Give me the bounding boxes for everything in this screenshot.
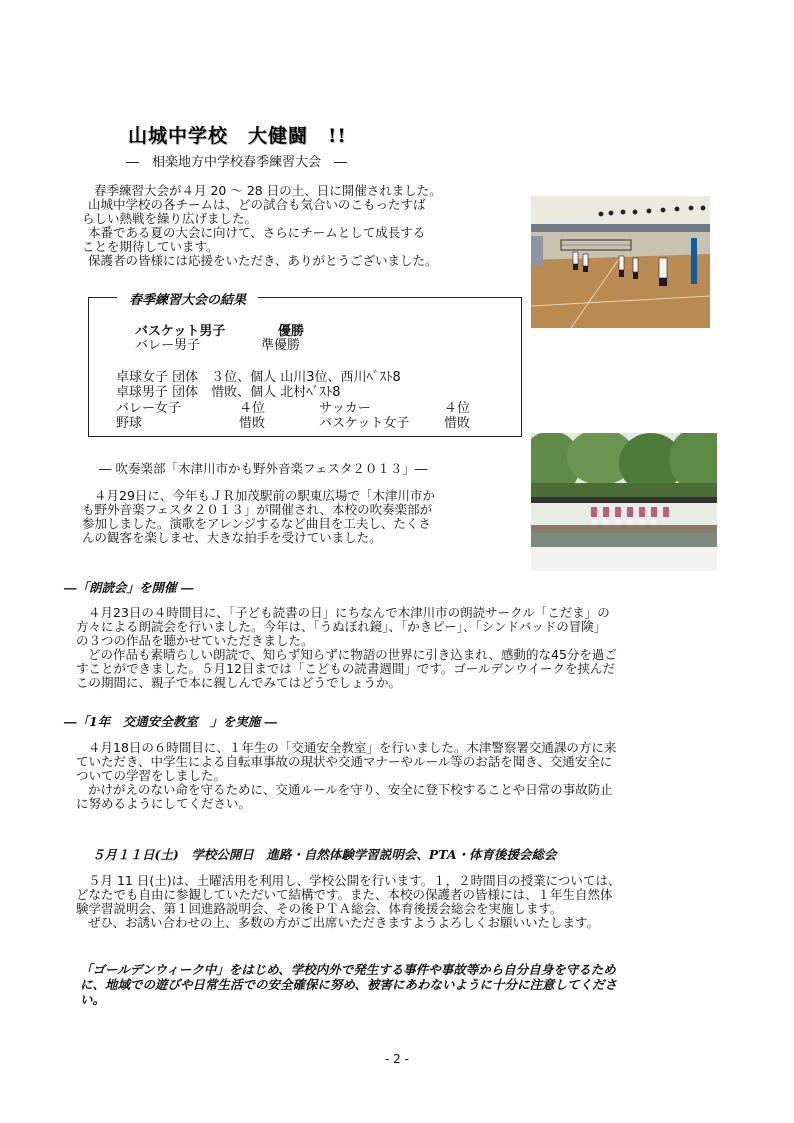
reading-line: どの作品も素晴らしい朗読で、知らず知らずに物語の世界に引き込まれ、感動的な45分を過ご bbox=[88, 647, 617, 662]
band-line: 参加しました。演歌をアレンジするなど曲目を工夫し、たくさ bbox=[82, 516, 431, 531]
result-line: 卓球男子 団体 惜敗、個人 北村ﾍﾞｽﾄ8 bbox=[116, 385, 341, 400]
result-cell: 惜敗 bbox=[239, 416, 266, 431]
band-line: んの観客を楽しませ、大きな拍手を受けていました。 bbox=[82, 530, 382, 545]
band-heading: ― 吹奏楽部「木津川市かも野外音楽フェスタ２０１３」― bbox=[99, 461, 428, 476]
result-basketball-boys-label: バスケット男子 bbox=[135, 324, 226, 339]
volleyball-photo-image bbox=[531, 196, 710, 328]
result-cell: 惜敗 bbox=[444, 416, 471, 431]
openday-line: ５月 11 日(土)は、土曜活用を利用し、学校公開を行います。１，２時間目の授業については、 bbox=[88, 873, 621, 888]
notice-line: 「ゴールデンウィーク中」をはじめ、学校内外で発生する事件や事故等から自分自身を守るため bbox=[80, 962, 616, 977]
band-photo bbox=[531, 433, 717, 571]
traffic-line: かけがえのない命を守るために、交通ルールを守り、安全に登下校することや日常の事故防止 bbox=[88, 782, 613, 797]
page-subtitle: ― 相楽地方中学校春季練習大会 ― bbox=[126, 155, 348, 170]
notice-line: い。 bbox=[80, 992, 106, 1007]
openday-heading: ５月１１日(土) 学校公開日 進路・自然体験学習説明会、PTA・体育後援会総会 bbox=[92, 847, 557, 862]
safety-notice bbox=[80, 962, 740, 1007]
traffic-heading: ―「1年 交通安全教室 」を実施 ― bbox=[64, 714, 278, 729]
result-cell: ４位 bbox=[239, 401, 266, 416]
result-cell: ４位 bbox=[444, 401, 471, 416]
result-volleyball-boys-value: 準優勝 bbox=[261, 338, 301, 353]
reading-line: この期間に、親子で本に親しんでみてはどうでしょうか。 bbox=[76, 675, 402, 690]
results-box bbox=[88, 293, 522, 437]
reading-line: すことができました。５月12日までは「こどもの読書週間」です。ゴールデンウイークを挟んだ bbox=[76, 661, 616, 676]
page-number: - 2 - bbox=[385, 1052, 409, 1066]
band-paragraph bbox=[82, 489, 522, 545]
result-basketball-boys-value: 優勝 bbox=[278, 324, 305, 339]
results-box-title: 春季練習大会の結果 bbox=[117, 289, 258, 308]
result-volleyball-boys-label: バレー男子 bbox=[135, 338, 201, 353]
openday-line: ぜひ、お誘い合わせの上、多数の方がご出席いただきますようよろしくお願いいたします。 bbox=[88, 915, 600, 930]
openday-paragraph bbox=[76, 874, 736, 930]
notice-line: に、地域での遊びや日常生活での安全確保に努め、被害にあわないように十分に注意してくださ bbox=[80, 977, 618, 992]
intro-line: らしい熱戦を繰り広げました。 bbox=[82, 211, 258, 226]
intro-line: 本番である夏の大会に向けて、さらにチームとして成長する bbox=[88, 225, 426, 240]
result-cell: バレー女子 bbox=[116, 401, 182, 416]
intro-line: ことを期待しています。 bbox=[82, 239, 219, 254]
page-title: 山城中学校 大健闘 !! bbox=[128, 125, 347, 147]
result-cell: 野球 bbox=[116, 416, 143, 431]
band-line: も野外音楽フェスタ２０１３」が開催され、本校の吹奏楽部が bbox=[82, 502, 433, 517]
band-photo-image bbox=[531, 433, 717, 571]
result-line: 卓球女子 団体 ３位、個人 山川3位、西川ﾍﾞｽﾄ8 bbox=[116, 370, 401, 385]
traffic-line: ついての学習をしました。 bbox=[76, 768, 227, 783]
openday-line: 験学習説明会、第１回進路説明会、その後ＰＴＡ総会、体育後援会総会を実施します。 bbox=[76, 901, 563, 916]
reading-line: 方々による朗読会を行いました。今年は、「うぬぼれ鏡」、「かきピー」、「シンドバッドの冒険」 bbox=[76, 619, 607, 634]
intro-line: 春季練習大会が４月 20 ～ 28 日の土、日に開催されました。 bbox=[94, 183, 442, 198]
intro-line: 山城中学校の各チームは、どの試合も気合いのこもったすば bbox=[88, 197, 426, 212]
traffic-line: ていただき、中学生による自転車事故の現状や交通マナーやルール等のお話を聞き、交通安全に bbox=[76, 754, 613, 769]
result-cell: バスケット女子 bbox=[319, 416, 410, 431]
reading-line: の３つの作品を聴かせていただきました。 bbox=[76, 633, 314, 648]
traffic-line: に努めるようにしてください。 bbox=[76, 796, 252, 811]
reading-paragraph bbox=[76, 606, 736, 690]
reading-line: ４月23日の４時間目に、「子ども読書の日」にちなんで木津川市の朗読サークル「こだま」の bbox=[88, 605, 610, 620]
reading-heading: ―「朗読会」を開催 ― bbox=[64, 580, 194, 595]
result-cell: サッカー bbox=[319, 401, 371, 416]
volleyball-photo bbox=[531, 196, 710, 328]
openday-line: どなたでも自由に参観していただいて結構です。また、本校の保護者の皆様には、１年生自然体 bbox=[76, 887, 613, 902]
intro-line: 保護者の皆様には応援をいただき、ありがとうございました。 bbox=[88, 253, 438, 268]
traffic-paragraph bbox=[76, 741, 736, 811]
band-line: ４月29日に、今年もＪＲ加茂駅前の駅東広場で「木津川市か bbox=[94, 488, 435, 503]
traffic-line: ４月18日の６時間目に、１年生の「交通安全教室」を行いました。木津警察署交通課の方に来 bbox=[88, 740, 617, 755]
intro-paragraph bbox=[82, 184, 522, 268]
